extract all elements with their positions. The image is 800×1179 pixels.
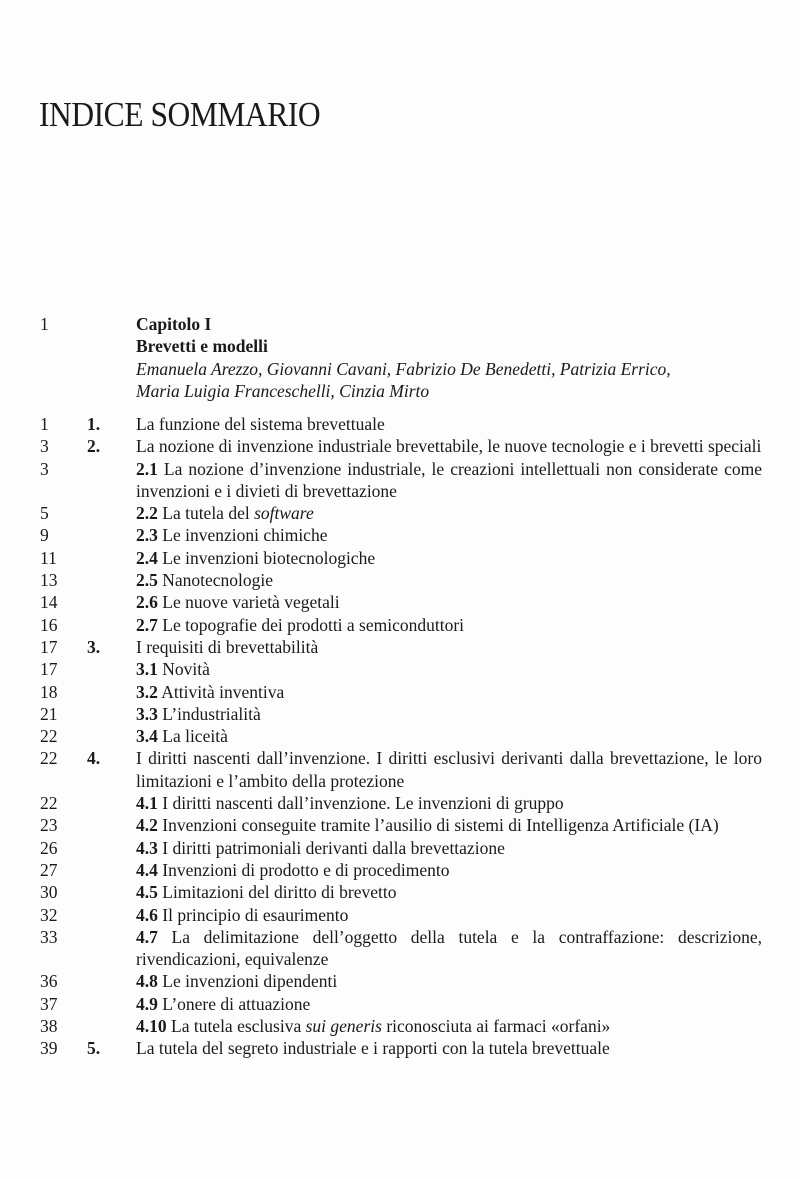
- toc-entry: [40, 792, 762, 814]
- toc-subsection-number: 4.3: [136, 837, 158, 858]
- toc-entry-text: [136, 524, 762, 546]
- toc-page-number: 22: [40, 793, 58, 814]
- toc-page-number: 9: [40, 525, 49, 546]
- toc-subsection-number: 2.5: [136, 570, 158, 591]
- toc-entry: [40, 837, 762, 859]
- toc-entry-text: [136, 614, 762, 636]
- toc-page-number: 17: [40, 636, 58, 657]
- toc-page-number: 30: [40, 882, 58, 903]
- toc-page-number: 13: [40, 570, 58, 591]
- toc-section-number: 2.: [87, 436, 101, 457]
- toc-section-number: 4.: [87, 748, 101, 769]
- toc-subsection-number: 2.2: [136, 503, 158, 524]
- toc-entry-title: I diritti nascenti dall’invenzione. I diritti esclusivi derivanti dalla brevettazione, le loro limitazioni e l’ambito della protezione: [136, 748, 762, 791]
- toc-page-number: 3: [40, 436, 49, 457]
- toc-entry: [40, 970, 762, 992]
- table-of-contents: [40, 413, 762, 1060]
- toc-entry-text: [136, 1015, 762, 1037]
- toc-page-number: 17: [40, 659, 58, 680]
- toc-entry: [40, 636, 762, 658]
- toc-subsection-number: 2.6: [136, 592, 158, 613]
- toc-subsection-number: 4.10: [136, 1016, 167, 1037]
- toc-page-number: 16: [40, 614, 58, 635]
- toc-entry: [40, 435, 762, 457]
- toc-entry-text: [136, 569, 762, 591]
- page-title: INDICE SOMMARIO: [39, 95, 321, 134]
- toc-entry-text: [136, 636, 762, 658]
- toc-entry: [40, 524, 762, 546]
- toc-entry-title: Attività inventiva: [161, 681, 285, 702]
- toc-entry-title: La delimitazione dell’oggetto della tutela e la contraffazione: descrizione, rivendicazioni, equivalenze: [136, 926, 763, 970]
- toc-entry-text: [136, 725, 762, 747]
- toc-entry-title: Invenzioni conseguite tramite l’ausilio di sistemi di Intelligenza Artificiale (IA): [162, 815, 719, 836]
- toc-entry-text: [136, 658, 762, 680]
- toc-page-number: 22: [40, 726, 58, 747]
- toc-entry-title: Novità: [162, 659, 210, 680]
- toc-section-number: 1.: [87, 414, 101, 434]
- toc-entry-title: I requisiti di brevettabilità: [136, 636, 319, 657]
- toc-entry-title: L’industrialità: [162, 703, 261, 724]
- toc-entry-title: Le invenzioni biotecnologiche: [162, 547, 376, 568]
- toc-entry-text: [136, 547, 762, 569]
- toc-subsection-number: 4.5: [136, 882, 158, 903]
- toc-entry-italic: sui generis: [305, 1016, 382, 1037]
- toc-page-number: 27: [40, 859, 58, 880]
- toc-entry-text: [136, 681, 762, 703]
- toc-page-number: 11: [40, 547, 57, 568]
- toc-entry-text: [136, 747, 762, 792]
- toc-page-number: 32: [40, 904, 58, 925]
- chapter-title: Brevetti e modelli: [136, 336, 268, 357]
- toc-subsection-number: 3.3: [136, 703, 158, 724]
- toc-subsection-number: 4.4: [136, 859, 158, 880]
- toc-entry-title: Nanotecnologie: [162, 570, 274, 591]
- toc-subsection-number: 3.4: [136, 726, 158, 747]
- chapter-page-number: 1: [40, 314, 49, 334]
- toc-entry-title: La nozione di invenzione industriale brevettabile, le nuove tecnologie e i brevetti speciali: [136, 436, 762, 457]
- toc-entry-text: [136, 837, 762, 859]
- toc-entry-text: [136, 814, 762, 836]
- toc-page-number: 33: [40, 926, 58, 947]
- toc-entry-title: Le invenzioni chimiche: [162, 525, 328, 546]
- toc-entry: [40, 814, 762, 836]
- toc-entry-text: [136, 881, 762, 903]
- toc-subsection-number: 4.7: [136, 926, 158, 947]
- toc-entry-text: [136, 458, 762, 503]
- toc-entry: [40, 591, 762, 613]
- toc-entry-text: [136, 435, 762, 457]
- toc-page-number: 38: [40, 1016, 58, 1037]
- toc-entry-text: [136, 904, 762, 926]
- toc-entry-title: Le nuove varietà vegetali: [162, 592, 340, 613]
- toc-subsection-number: 4.2: [136, 815, 158, 836]
- toc-page-number: 1: [40, 414, 49, 434]
- toc-entry-title: La tutela esclusiva: [171, 1016, 306, 1037]
- toc-page-number: 39: [40, 1038, 58, 1059]
- toc-entry-text: [136, 993, 762, 1015]
- toc-page-number: 3: [40, 458, 49, 479]
- toc-entry-title: La funzione del sistema brevettuale: [136, 414, 385, 434]
- toc-entry-text: [136, 792, 762, 814]
- chapter-label: Capitolo I: [136, 314, 212, 334]
- toc-entry-title: L’onere di attuazione: [162, 993, 311, 1014]
- toc-page-number: 26: [40, 837, 58, 858]
- toc-entry: [40, 658, 762, 680]
- toc-entry-text: [136, 703, 762, 725]
- toc-entry-text: [136, 970, 762, 992]
- toc-entry-title: La nozione d’invenzione industriale, le creazioni intellettuali non considerate come invenzioni e i divieti di brevettazione: [136, 458, 763, 501]
- toc-entry-text: [136, 859, 762, 881]
- toc-entry-text: [136, 1037, 762, 1059]
- toc-entry: [40, 681, 762, 703]
- toc-page-number: 23: [40, 815, 58, 836]
- toc-entry: [40, 413, 762, 435]
- chapter-header: [40, 313, 770, 402]
- toc-page-number: 18: [40, 681, 58, 702]
- toc-page-number: 22: [40, 748, 58, 769]
- toc-entry-title: La tutela del segreto industriale e i rapporti con la tutela brevettuale: [136, 1038, 610, 1059]
- toc-subsection-number: 2.7: [136, 614, 158, 635]
- toc-entry: [40, 1037, 762, 1059]
- toc-entry-text: [136, 591, 762, 613]
- toc-entry-text: [136, 926, 762, 971]
- toc-entry: [40, 859, 762, 881]
- toc-subsection-number: 3.2: [136, 681, 158, 702]
- toc-entry: [40, 614, 762, 636]
- toc-entry-italic: software: [254, 503, 314, 524]
- toc-subsection-number: 2.4: [136, 547, 158, 568]
- toc-subsection-number: 3.1: [136, 659, 158, 680]
- toc-subsection-number: 2.3: [136, 525, 158, 546]
- toc-page-number: 36: [40, 971, 58, 992]
- toc-entry: [40, 703, 762, 725]
- toc-entry: [40, 993, 762, 1015]
- chapter-authors-line-1: Emanuela Arezzo, Giovanni Cavani, Fabrizio De Benedetti, Patrizia Errico,: [136, 358, 671, 379]
- toc-subsection-number: 4.1: [136, 793, 158, 814]
- toc-entry-title: La liceità: [162, 726, 228, 747]
- toc-entry-text: [136, 502, 762, 524]
- toc-entry-title: I diritti patrimoniali derivanti dalla brevettazione: [162, 837, 505, 858]
- toc-section-number: 5.: [87, 1038, 101, 1059]
- toc-page-number: 21: [40, 703, 58, 724]
- toc-page-number: 37: [40, 993, 58, 1014]
- toc-entry-title: Il principio di esaurimento: [162, 904, 349, 925]
- toc-entry-title: Invenzioni di prodotto e di procedimento: [162, 859, 450, 880]
- toc-subsection-number: 4.9: [136, 993, 158, 1014]
- toc-entry-title: Le invenzioni dipendenti: [162, 971, 338, 992]
- toc-subsection-number: 2.1: [136, 458, 158, 479]
- toc-entry-title: Limitazioni del diritto di brevetto: [162, 882, 397, 903]
- chapter-authors-line-2: Maria Luigia Franceschelli, Cinzia Mirto: [136, 380, 430, 401]
- toc-entry: [40, 725, 762, 747]
- toc-entry: [40, 502, 762, 524]
- toc-entry: [40, 904, 762, 926]
- toc-page-number: 14: [40, 592, 58, 613]
- toc-entry: [40, 926, 762, 971]
- toc-entry: [40, 881, 762, 903]
- toc-entry: [40, 569, 762, 591]
- toc-entry-text: [136, 413, 762, 435]
- toc-subsection-number: 4.6: [136, 904, 158, 925]
- toc-subsection-number: 4.8: [136, 971, 158, 992]
- toc-page-number: 5: [40, 503, 49, 524]
- toc-entry: [40, 747, 762, 792]
- toc-entry: [40, 458, 762, 503]
- toc-entry: [40, 547, 762, 569]
- toc-entry-title-continued: riconosciuta ai farmaci «orfani»: [381, 1016, 611, 1037]
- toc-section-number: 3.: [87, 636, 101, 657]
- toc-entry-title: I diritti nascenti dall’invenzione. Le invenzioni di gruppo: [162, 793, 564, 814]
- toc-entry: [40, 1015, 762, 1037]
- toc-entry-title: Le topografie dei prodotti a semiconduttori: [162, 614, 465, 635]
- toc-entry-title: La tutela del: [162, 503, 255, 524]
